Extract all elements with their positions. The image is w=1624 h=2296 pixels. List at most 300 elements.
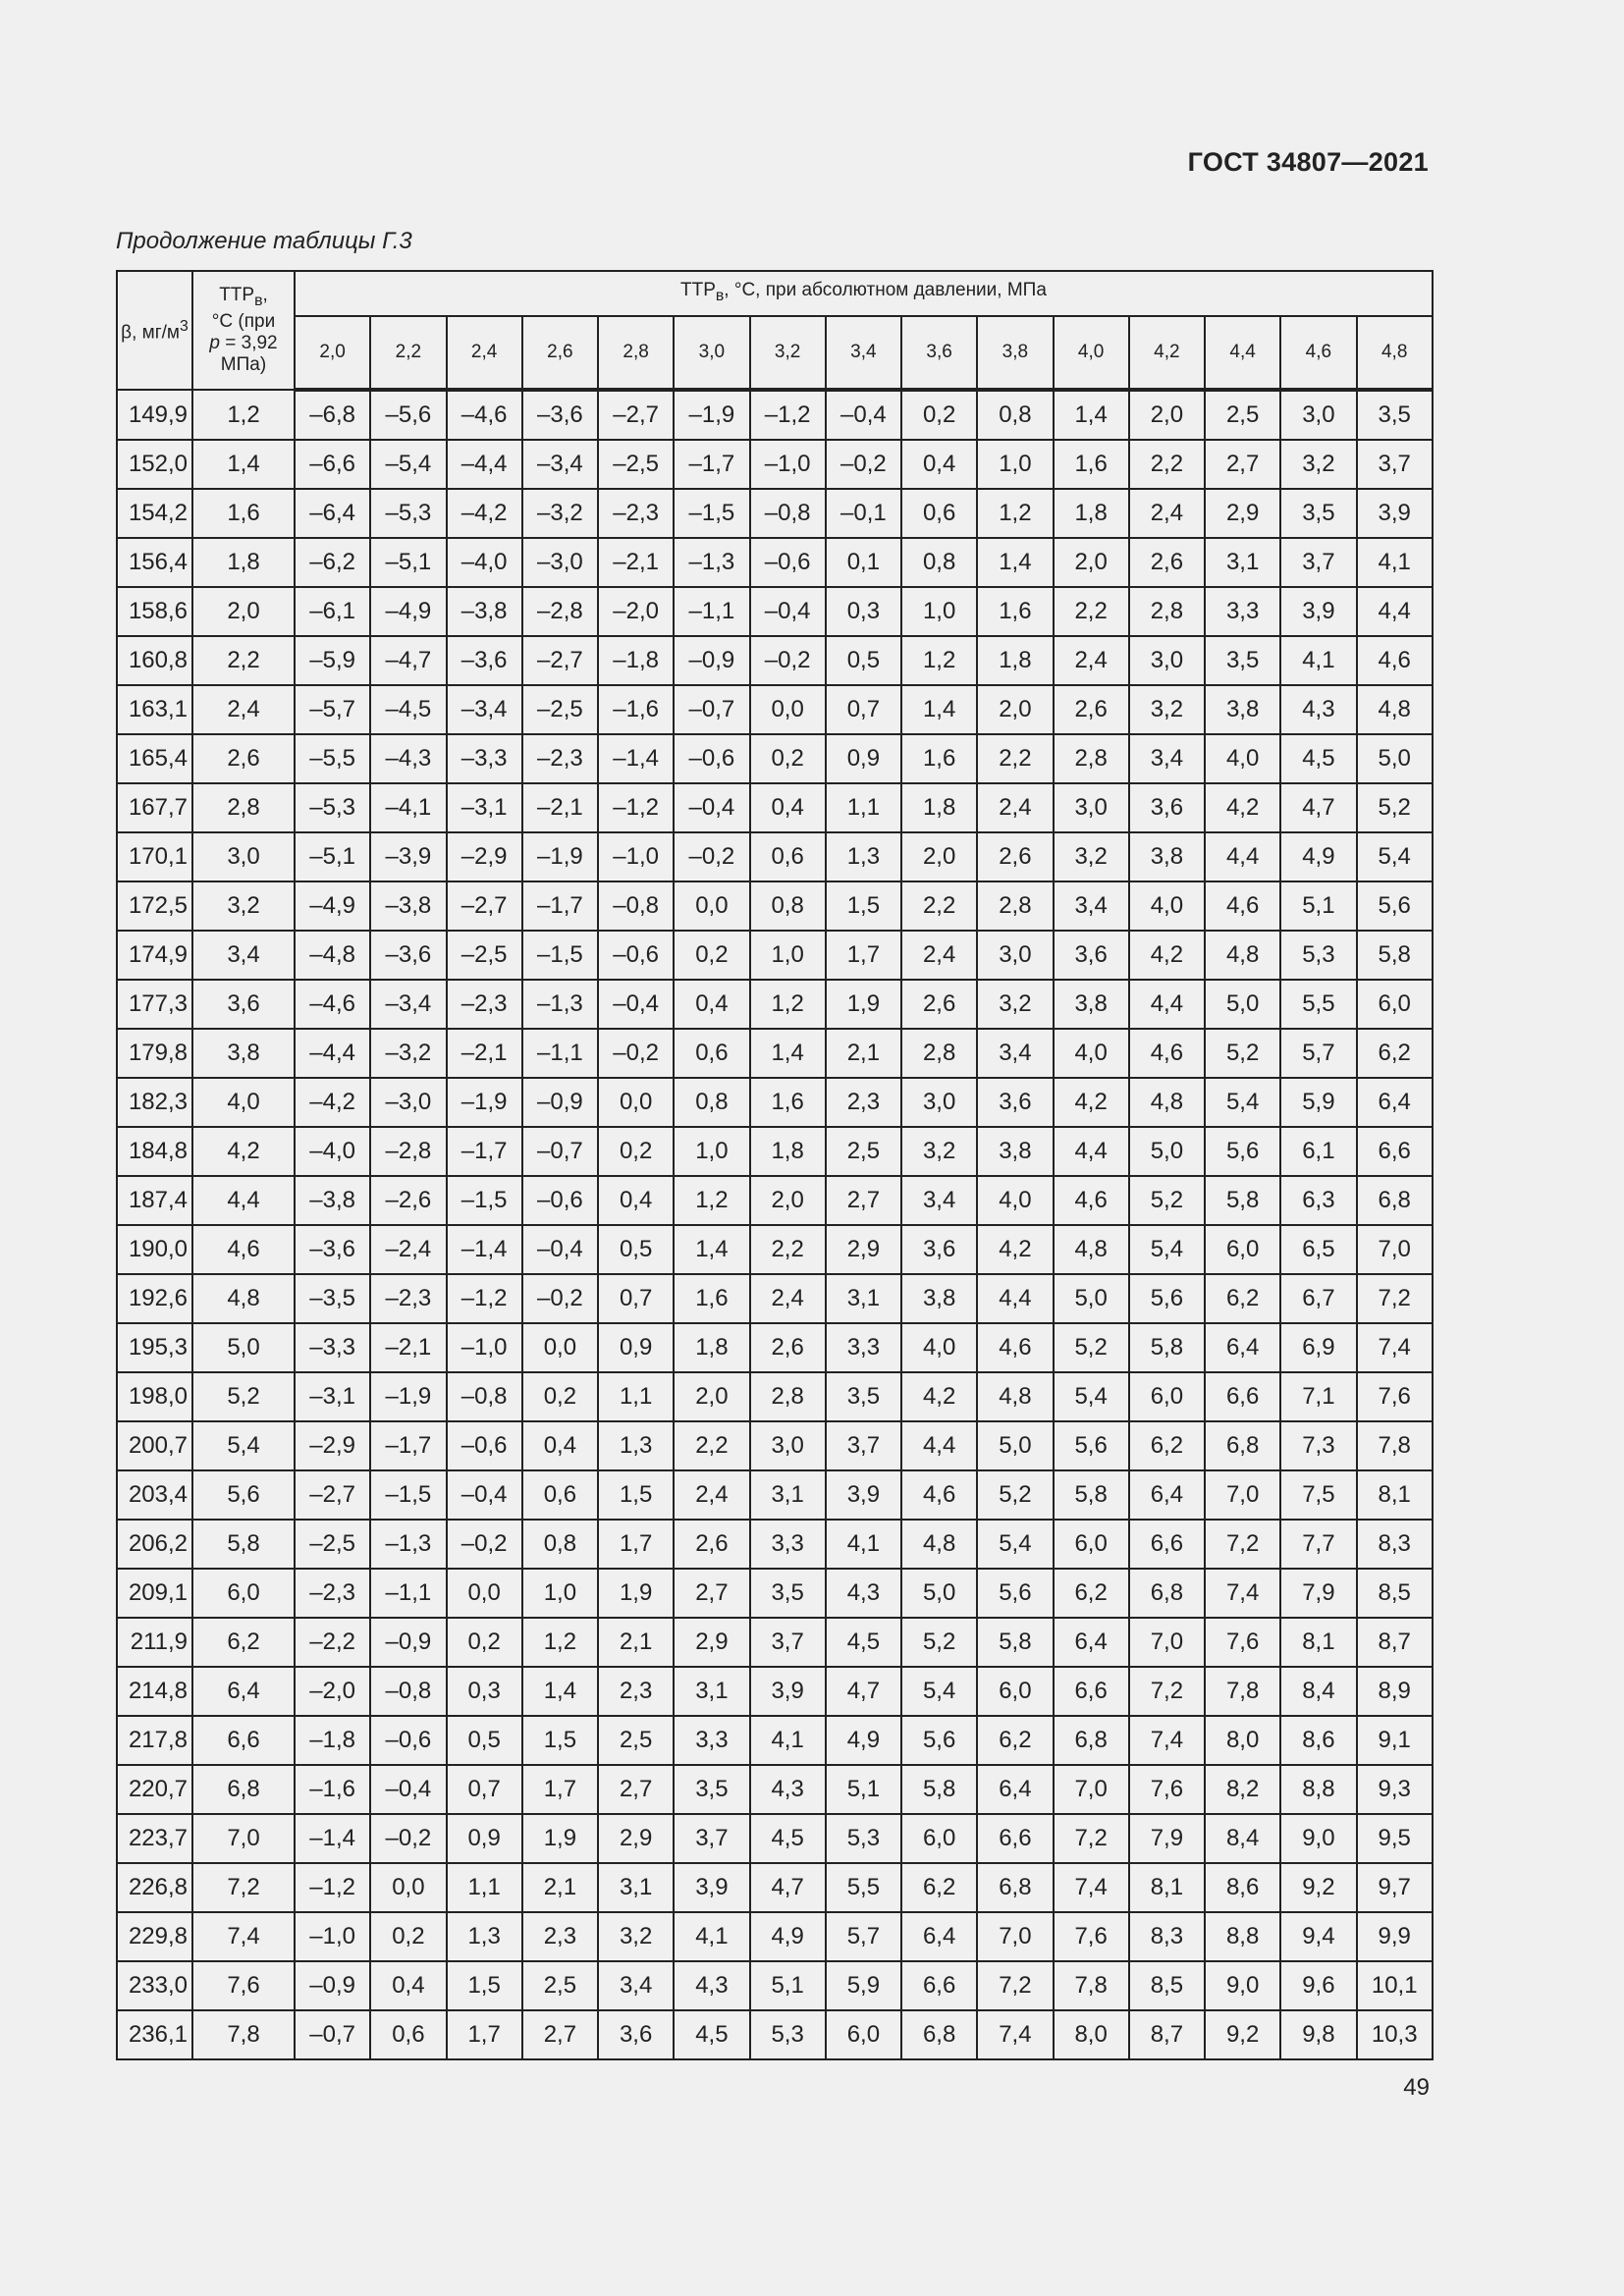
ttr-392-cell: 1,6	[192, 489, 295, 538]
table-row	[117, 685, 1433, 734]
ttr-value-cell: 1,5	[598, 1470, 674, 1520]
ttr-value-cell: –3,4	[370, 980, 446, 1029]
ttr-value-cell: –0,6	[598, 931, 674, 980]
ttr-value-cell: –0,4	[447, 1470, 522, 1520]
ttr-value-cell: –0,4	[826, 390, 901, 440]
ttr-value-cell: 1,4	[977, 538, 1053, 587]
ttr-value-cell: 6,8	[977, 1863, 1053, 1912]
ttr-value-cell: –4,0	[295, 1127, 370, 1176]
ttr-value-cell: 5,0	[1129, 1127, 1205, 1176]
ttr-value-cell: 6,0	[1205, 1225, 1280, 1274]
ttr-value-cell: 1,0	[977, 440, 1053, 489]
ttr-value-cell: 2,3	[826, 1078, 901, 1127]
ttr-value-cell: 7,9	[1280, 1569, 1356, 1618]
header-pressure-cell: 3,8	[977, 316, 1053, 390]
ttr-392-cell: 4,0	[192, 1078, 295, 1127]
table-row	[117, 1372, 1433, 1421]
ttr-value-cell: 5,4	[901, 1667, 977, 1716]
ttr-value-cell: 9,1	[1357, 1716, 1433, 1765]
ttr-value-cell: 1,0	[901, 587, 977, 636]
ttr-value-cell: 7,4	[1054, 1863, 1129, 1912]
ttr-value-cell: –1,2	[598, 783, 674, 832]
ttr-value-cell: 3,1	[598, 1863, 674, 1912]
ttr-value-cell: 1,2	[977, 489, 1053, 538]
ttr-392-cell: 7,0	[192, 1814, 295, 1863]
ttr-value-cell: 5,8	[1054, 1470, 1129, 1520]
ttr-value-cell: –1,5	[370, 1470, 446, 1520]
ttr-value-cell: 5,4	[1357, 832, 1433, 881]
ttr-value-cell: –1,4	[295, 1814, 370, 1863]
ttr-value-cell: 4,8	[977, 1372, 1053, 1421]
ttr-value-cell: –4,2	[295, 1078, 370, 1127]
ttr-value-cell: 2,6	[977, 832, 1053, 881]
ttr-value-cell: 2,2	[901, 881, 977, 931]
table-row	[117, 440, 1433, 489]
ttr-value-cell: –4,6	[295, 980, 370, 1029]
header-pressure-cell: 2,2	[370, 316, 446, 390]
ttr-value-cell: 5,8	[1357, 931, 1433, 980]
beta-cell: 226,8	[117, 1863, 192, 1912]
ttr-value-cell: 4,9	[826, 1716, 901, 1765]
ttr-value-cell: –1,6	[295, 1765, 370, 1814]
ttr-value-cell: 4,6	[901, 1470, 977, 1520]
ttr-value-cell: –2,2	[295, 1618, 370, 1667]
ttr-value-cell: –2,1	[447, 1029, 522, 1078]
ttr-value-cell: –0,4	[750, 587, 826, 636]
ttr-value-cell: 2,3	[522, 1912, 598, 1961]
ttr-value-cell: 4,0	[901, 1323, 977, 1372]
ttr-value-cell: 5,6	[1129, 1274, 1205, 1323]
ttr-value-cell: 3,1	[750, 1470, 826, 1520]
ttr-value-cell: 7,7	[1280, 1520, 1356, 1569]
ttr-value-cell: –0,8	[370, 1667, 446, 1716]
ttr-392-cell: 7,4	[192, 1912, 295, 1961]
ttr-value-cell: 4,9	[1280, 832, 1356, 881]
ttr-value-cell: –0,6	[370, 1716, 446, 1765]
ttr-value-cell: 4,1	[826, 1520, 901, 1569]
ttr-value-cell: –2,7	[447, 881, 522, 931]
ttr-value-cell: 6,6	[901, 1961, 977, 2010]
ttr-value-cell: 1,1	[447, 1863, 522, 1912]
ttr-392-cell: 4,8	[192, 1274, 295, 1323]
ttr-value-cell: –3,6	[295, 1225, 370, 1274]
ttr-value-cell: 2,4	[1129, 489, 1205, 538]
ttr-value-cell: 6,6	[977, 1814, 1053, 1863]
ttr-value-cell: –1,3	[522, 980, 598, 1029]
ttr-value-cell: 1,5	[447, 1961, 522, 2010]
ttr-value-cell: 8,9	[1357, 1667, 1433, 1716]
ttr-value-cell: 5,0	[1205, 980, 1280, 1029]
ttr-value-cell: 7,9	[1129, 1814, 1205, 1863]
ttr-value-cell: 9,6	[1280, 1961, 1356, 2010]
ttr-value-cell: –2,5	[598, 440, 674, 489]
ttr-value-cell: 2,7	[598, 1765, 674, 1814]
ttr-value-cell: 1,7	[598, 1520, 674, 1569]
ttr-392-cell: 3,4	[192, 931, 295, 980]
header-pressure-cell: 3,0	[674, 316, 749, 390]
header-beta: β, $мг/м^3$	[117, 271, 192, 390]
ttr-value-cell: 8,4	[1205, 1814, 1280, 1863]
ttr-value-cell: 6,1	[1280, 1127, 1356, 1176]
ttr-value-cell: 1,1	[826, 783, 901, 832]
ttr-value-cell: –2,3	[295, 1569, 370, 1618]
ttr-value-cell: 1,1	[598, 1372, 674, 1421]
ttr-value-cell: 7,1	[1280, 1372, 1356, 1421]
ttr-392-cell: 6,2	[192, 1618, 295, 1667]
ttr-value-cell: 6,2	[1357, 1029, 1433, 1078]
ttr-value-cell: –5,3	[295, 783, 370, 832]
ttr-value-cell: 3,3	[674, 1716, 749, 1765]
ttr-value-cell: 7,2	[1205, 1520, 1280, 1569]
ttr-value-cell: 4,3	[750, 1765, 826, 1814]
ttr-392-cell: 7,8	[192, 2010, 295, 2059]
ttr-value-cell: 4,8	[1357, 685, 1433, 734]
ttr-value-cell: 3,5	[1280, 489, 1356, 538]
ttr-value-cell: 2,3	[598, 1667, 674, 1716]
ttr-value-cell: 1,2	[901, 636, 977, 685]
ttr-value-cell: –0,8	[447, 1372, 522, 1421]
ttr-value-cell: –3,4	[522, 440, 598, 489]
table-row	[117, 1470, 1433, 1520]
ttr-value-cell: –0,2	[826, 440, 901, 489]
ttr-value-cell: –4,1	[370, 783, 446, 832]
ttr-value-cell: 5,2	[1357, 783, 1433, 832]
ttr-value-cell: –1,9	[674, 390, 749, 440]
ttr-value-cell: 2,9	[674, 1618, 749, 1667]
ttr-value-cell: –0,4	[370, 1765, 446, 1814]
ttr-value-cell: –0,9	[522, 1078, 598, 1127]
ttr-value-cell: 1,8	[674, 1323, 749, 1372]
ttr-392-cell: 5,0	[192, 1323, 295, 1372]
ttr-value-cell: 5,2	[1205, 1029, 1280, 1078]
ttr-value-cell: 2,0	[977, 685, 1053, 734]
ttr-value-cell: –3,2	[522, 489, 598, 538]
ttr-value-cell: 3,7	[826, 1421, 901, 1470]
beta-cell: 198,0	[117, 1372, 192, 1421]
ttr-value-cell: 1,5	[826, 881, 901, 931]
beta-cell: 170,1	[117, 832, 192, 881]
ttr-value-cell: 0,4	[598, 1176, 674, 1225]
ttr-value-cell: 4,2	[977, 1225, 1053, 1274]
ttr-value-cell: 8,2	[1205, 1765, 1280, 1814]
ttr-value-cell: –0,9	[295, 1961, 370, 2010]
ttr-value-cell: –3,0	[522, 538, 598, 587]
ttr-value-cell: 3,4	[598, 1961, 674, 2010]
ttr-value-cell: 6,4	[977, 1765, 1053, 1814]
ttr-value-cell: 3,2	[1280, 440, 1356, 489]
ttr-value-cell: 7,6	[1205, 1618, 1280, 1667]
ttr-value-cell: 2,8	[1054, 734, 1129, 783]
ttr-value-cell: 0,8	[522, 1520, 598, 1569]
ttr-value-cell: 1,2	[750, 980, 826, 1029]
ttr-value-cell: 2,7	[826, 1176, 901, 1225]
ttr-value-cell: 2,5	[826, 1127, 901, 1176]
ttr-value-cell: –3,6	[370, 931, 446, 980]
ttr-value-cell: 6,5	[1280, 1225, 1356, 1274]
ttr-value-cell: 5,6	[977, 1569, 1053, 1618]
ttr-value-cell: –3,2	[370, 1029, 446, 1078]
ttr-392-cell: 2,0	[192, 587, 295, 636]
table-row	[117, 1716, 1433, 1765]
ttr-392-cell: 2,6	[192, 734, 295, 783]
ttr-value-cell: 4,7	[750, 1863, 826, 1912]
ttr-value-cell: 2,8	[1129, 587, 1205, 636]
table-row	[117, 2010, 1433, 2059]
ttr-value-cell: –1,7	[447, 1127, 522, 1176]
ttr-value-cell: 0,6	[901, 489, 977, 538]
ttr-value-cell: 5,3	[826, 1814, 901, 1863]
ttr-value-cell: 6,9	[1280, 1323, 1356, 1372]
ttr-value-cell: 1,4	[750, 1029, 826, 1078]
ttr-value-cell: –0,2	[447, 1520, 522, 1569]
beta-cell: 211,9	[117, 1618, 192, 1667]
ttr-value-cell: 4,2	[1054, 1078, 1129, 1127]
table-row	[117, 587, 1433, 636]
ttr-value-cell: 4,1	[750, 1716, 826, 1765]
ttr-value-cell: 2,0	[1129, 390, 1205, 440]
ttr-value-cell: –0,4	[674, 783, 749, 832]
ttr-392-cell: 4,6	[192, 1225, 295, 1274]
ttr-value-cell: 4,6	[1357, 636, 1433, 685]
beta-cell: 206,2	[117, 1520, 192, 1569]
ttr-value-cell: 5,6	[1357, 881, 1433, 931]
ttr-value-cell: 3,0	[750, 1421, 826, 1470]
ttr-value-cell: –3,0	[370, 1078, 446, 1127]
ttr-392-cell: 5,8	[192, 1520, 295, 1569]
ttr-392-cell: 6,4	[192, 1667, 295, 1716]
ttr-value-cell: 4,1	[1357, 538, 1433, 587]
ttr-value-cell: 5,2	[977, 1470, 1053, 1520]
ttr-value-cell: 3,6	[977, 1078, 1053, 1127]
beta-cell: 184,8	[117, 1127, 192, 1176]
ttr-value-cell: 0,8	[977, 390, 1053, 440]
beta-cell: 165,4	[117, 734, 192, 783]
ttr-value-cell: 9,7	[1357, 1863, 1433, 1912]
ttr-value-cell: 4,2	[1129, 931, 1205, 980]
ttr-value-cell: –1,9	[522, 832, 598, 881]
ttr-value-cell: 4,2	[1205, 783, 1280, 832]
ttr-value-cell: 7,2	[1357, 1274, 1433, 1323]
ttr-value-cell: 2,2	[977, 734, 1053, 783]
ttr-value-cell: 2,0	[1054, 538, 1129, 587]
ttr-value-cell: 8,1	[1280, 1618, 1356, 1667]
ttr-value-cell: 1,3	[598, 1421, 674, 1470]
ttr-value-cell: 2,9	[1205, 489, 1280, 538]
ttr-value-cell: 0,9	[447, 1814, 522, 1863]
ttr-value-cell: 0,7	[826, 685, 901, 734]
ttr-value-cell: –3,6	[447, 636, 522, 685]
ttr-value-cell: 4,0	[977, 1176, 1053, 1225]
ttr-value-cell: 6,0	[1357, 980, 1433, 1029]
ttr-392-cell: 6,8	[192, 1765, 295, 1814]
ttr-value-cell: 6,6	[1205, 1372, 1280, 1421]
ttr-value-cell: 6,0	[1129, 1372, 1205, 1421]
ttr-value-cell: 6,8	[1129, 1569, 1205, 1618]
ttr-value-cell: 4,5	[750, 1814, 826, 1863]
ttr-value-cell: 2,4	[977, 783, 1053, 832]
ttr-392-cell: 6,6	[192, 1716, 295, 1765]
ttr-value-cell: 0,4	[674, 980, 749, 1029]
header-pressure-cell: 2,0	[295, 316, 370, 390]
table-row	[117, 1569, 1433, 1618]
table-row	[117, 1127, 1433, 1176]
ttr-value-cell: 0,4	[750, 783, 826, 832]
ttr-value-cell: 7,8	[1357, 1421, 1433, 1470]
ttr-value-cell: 9,2	[1205, 2010, 1280, 2059]
ttr-value-cell: 4,4	[1205, 832, 1280, 881]
ttr-value-cell: 4,4	[1054, 1127, 1129, 1176]
ttr-value-cell: 5,0	[1357, 734, 1433, 783]
beta-cell: 233,0	[117, 1961, 192, 2010]
ttr-value-cell: 6,0	[826, 2010, 901, 2059]
ttr-value-cell: 2,0	[750, 1176, 826, 1225]
beta-cell: 172,5	[117, 881, 192, 931]
ttr-value-cell: 3,2	[901, 1127, 977, 1176]
ttr-value-cell: 1,8	[750, 1127, 826, 1176]
ttr-value-cell: 6,8	[901, 2010, 977, 2059]
ttr-value-cell: 4,2	[901, 1372, 977, 1421]
ttr-value-cell: 3,5	[826, 1372, 901, 1421]
ttr-value-cell: –5,1	[370, 538, 446, 587]
ttr-value-cell: 6,4	[901, 1912, 977, 1961]
header-pressure-cell: 3,6	[901, 316, 977, 390]
ttr-value-cell: 5,2	[901, 1618, 977, 1667]
ttr-value-cell: 2,6	[750, 1323, 826, 1372]
ttr-value-cell: 2,1	[522, 1863, 598, 1912]
ttr-value-cell: 2,8	[901, 1029, 977, 1078]
ttr-value-cell: 0,7	[598, 1274, 674, 1323]
ttr-value-cell: 10,1	[1357, 1961, 1433, 2010]
ttr-value-cell: 4,7	[826, 1667, 901, 1716]
ttr-value-cell: –1,5	[522, 931, 598, 980]
beta-cell: 156,4	[117, 538, 192, 587]
ttr-value-cell: 5,4	[977, 1520, 1053, 1569]
ttr-value-cell: –0,6	[447, 1421, 522, 1470]
table-row	[117, 931, 1433, 980]
ttr-value-cell: 5,9	[826, 1961, 901, 2010]
ttr-value-cell: –3,8	[295, 1176, 370, 1225]
ttr-value-cell: 2,0	[674, 1372, 749, 1421]
ttr-392-cell: 4,2	[192, 1127, 295, 1176]
table-header	[117, 271, 1433, 390]
ttr-value-cell: 1,7	[522, 1765, 598, 1814]
ttr-value-cell: 3,5	[1357, 390, 1433, 440]
ttr-value-cell: 4,8	[901, 1520, 977, 1569]
ttr-value-cell: 7,3	[1280, 1421, 1356, 1470]
ttr-value-cell: –1,7	[370, 1421, 446, 1470]
table-row	[117, 1323, 1433, 1372]
ttr-value-cell: –0,2	[522, 1274, 598, 1323]
ttr-value-cell: 5,9	[1280, 1078, 1356, 1127]
header-pressure-cell: 4,4	[1205, 316, 1280, 390]
beta-cell: 217,8	[117, 1716, 192, 1765]
ttr-value-cell: 0,5	[826, 636, 901, 685]
ttr-value-cell: 3,1	[1205, 538, 1280, 587]
beta-cell: 149,9	[117, 390, 192, 440]
ttr-value-cell: 2,6	[1054, 685, 1129, 734]
header-pressure-cell: 4,2	[1129, 316, 1205, 390]
ttr-value-cell: 6,8	[1205, 1421, 1280, 1470]
ttr-value-cell: 0,9	[598, 1323, 674, 1372]
ttr-value-cell: –1,8	[598, 636, 674, 685]
table-row	[117, 1618, 1433, 1667]
ttr-value-cell: 1,5	[522, 1716, 598, 1765]
ttr-value-cell: 5,5	[1280, 980, 1356, 1029]
ttr-value-cell: 3,5	[750, 1569, 826, 1618]
ttr-value-cell: –0,7	[295, 2010, 370, 2059]
ttr-value-cell: –1,0	[447, 1323, 522, 1372]
ttr-value-cell: 5,8	[901, 1765, 977, 1814]
ttr-value-cell: 5,5	[826, 1863, 901, 1912]
ttr-value-cell: 4,1	[674, 1912, 749, 1961]
ttr-value-cell: –4,4	[447, 440, 522, 489]
ttr-value-cell: 5,6	[1205, 1127, 1280, 1176]
ttr-value-cell: 8,7	[1357, 1618, 1433, 1667]
ttr-value-cell: –0,6	[674, 734, 749, 783]
ttr-value-cell: –5,1	[295, 832, 370, 881]
table-row	[117, 1029, 1433, 1078]
beta-cell: 192,6	[117, 1274, 192, 1323]
ttr-value-cell: 1,4	[674, 1225, 749, 1274]
ttr-value-cell: 7,0	[977, 1912, 1053, 1961]
ttr-value-cell: 3,9	[750, 1667, 826, 1716]
beta-cell: 229,8	[117, 1912, 192, 1961]
ttr-value-cell: 4,5	[674, 2010, 749, 2059]
table-row	[117, 734, 1433, 783]
header-pressure-cell: 4,0	[1054, 316, 1129, 390]
ttr-value-cell: 5,3	[1280, 931, 1356, 980]
table-row	[117, 783, 1433, 832]
ttr-value-cell: –2,3	[522, 734, 598, 783]
ttr-value-cell: 0,2	[447, 1618, 522, 1667]
header-ttr-392: $ТТР_в$, °С (при p = 3,92 МПа)	[192, 271, 295, 390]
beta-cell: 203,4	[117, 1470, 192, 1520]
ttr-value-cell: –1,7	[674, 440, 749, 489]
ttr-value-cell: 4,4	[1129, 980, 1205, 1029]
ttr-392-cell: 5,2	[192, 1372, 295, 1421]
table-row	[117, 1225, 1433, 1274]
header-pressure-cell: 2,4	[447, 316, 522, 390]
ttr-value-cell: 1,7	[826, 931, 901, 980]
table-row	[117, 1421, 1433, 1470]
ttr-value-cell: –1,1	[370, 1569, 446, 1618]
ttr-value-cell: 2,0	[901, 832, 977, 881]
ttr-value-cell: 1,6	[977, 587, 1053, 636]
ttr-value-cell: 9,0	[1205, 1961, 1280, 2010]
ttr-value-cell: 7,0	[1054, 1765, 1129, 1814]
ttr-value-cell: 2,8	[977, 881, 1053, 931]
ttr-value-cell: 5,4	[1129, 1225, 1205, 1274]
ttr-value-cell: –2,5	[295, 1520, 370, 1569]
ttr-value-cell: 10,3	[1357, 2010, 1433, 2059]
ttr-value-cell: 3,3	[826, 1323, 901, 1372]
ttr-value-cell: 4,0	[1129, 881, 1205, 931]
ttr-value-cell: 0,2	[750, 734, 826, 783]
ttr-value-cell: 6,4	[1357, 1078, 1433, 1127]
ttr-value-cell: –0,6	[750, 538, 826, 587]
ttr-value-cell: 5,7	[826, 1912, 901, 1961]
ttr-value-cell: 0,6	[674, 1029, 749, 1078]
ttr-392-cell: 2,8	[192, 783, 295, 832]
ttr-value-cell: –2,3	[447, 980, 522, 1029]
ttr-value-cell: 5,0	[901, 1569, 977, 1618]
ttr-value-cell: –0,4	[598, 980, 674, 1029]
ttr-value-cell: 7,5	[1280, 1470, 1356, 1520]
ttr-value-cell: 1,6	[674, 1274, 749, 1323]
ttr-value-cell: 7,2	[1129, 1667, 1205, 1716]
ttr-value-cell: 0,7	[447, 1765, 522, 1814]
ttr-value-cell: 7,6	[1129, 1765, 1205, 1814]
